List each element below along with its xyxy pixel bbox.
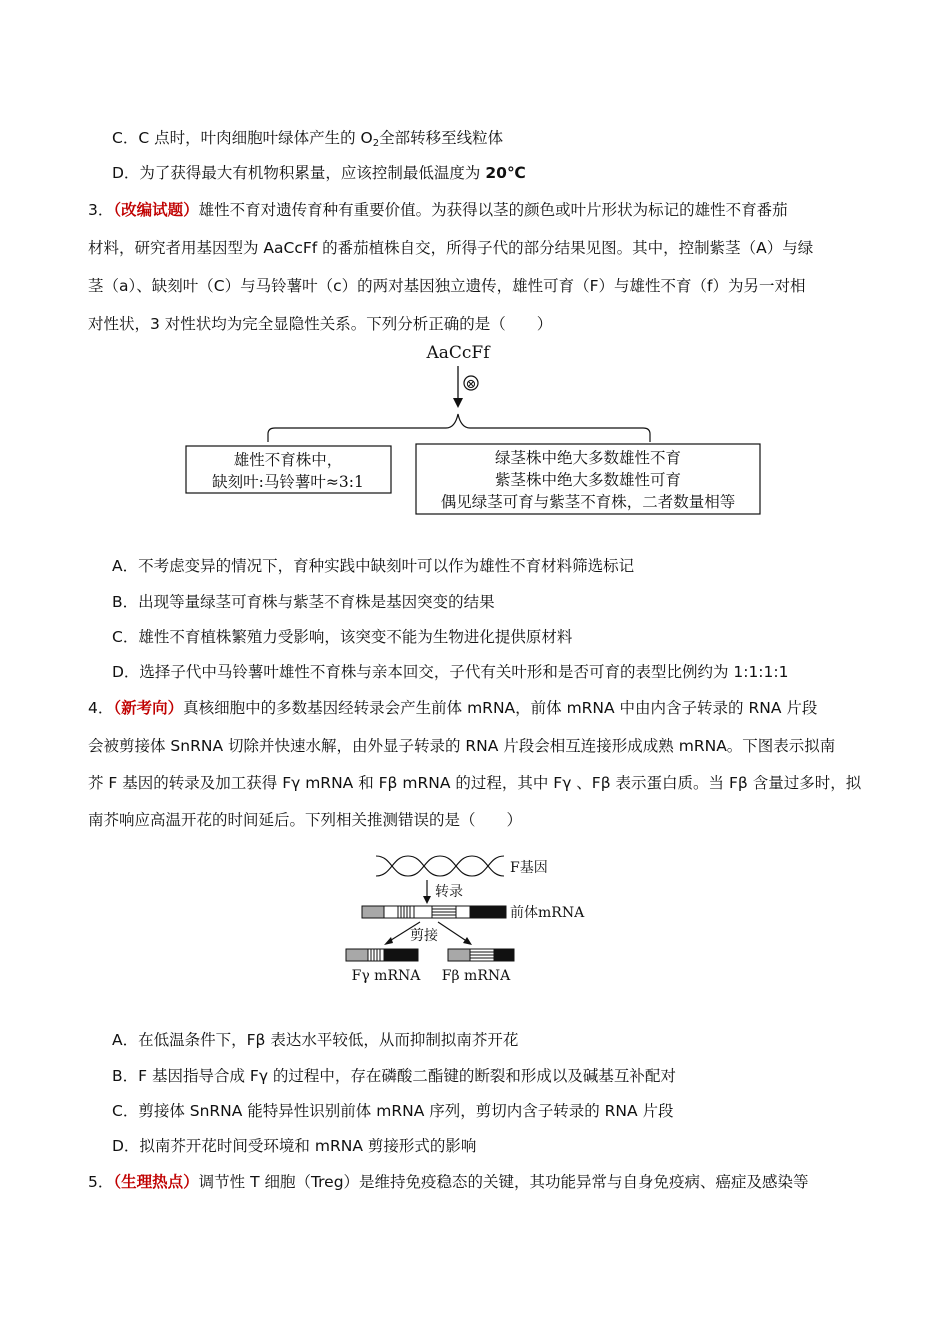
svg-text:缺刻叶:马铃薯叶≈3:1: 缺刻叶:马铃薯叶≈3:1: [212, 473, 364, 491]
q4-option-c: C．剪接体 SnRNA 能特异性识别前体 mRNA 序列，剪切内含子转录的 RNA 片段: [112, 1102, 674, 1120]
svg-text:偶见绿茎可育与紫茎不育株，二者数量相等: 偶见绿茎可育与紫茎不育株，二者数量相等: [440, 493, 736, 511]
fbeta-mrna-bar: [448, 949, 514, 961]
selfing-symbol: ⊗: [465, 377, 477, 392]
q4-stem-line1: 4．（新考向）真核细胞中的多数基因经转录会产生前体 mRNA，前体 mRNA 中由内含子转录的 RNA 片段: [88, 699, 818, 717]
q3-cross-diagram: [180, 338, 770, 523]
q3-stem-line1: 3．（改编试题）雄性不育对遗传育种有重要价值。为获得以茎的颜色或叶片形状为标记的雄性不育番茄: [88, 201, 788, 219]
svg-text:雄性不育株中，: 雄性不育株中，: [233, 451, 343, 469]
q4-option-d: D．拟南芥开花时间受环境和 mRNA 剪接形式的影响: [112, 1137, 477, 1155]
q4-stem-line3: 芥 F 基因的转录及加工获得 Fγ mRNA 和 Fβ mRNA 的过程，其中 Fγ 、Fβ 表示蛋白质。当 Fβ 含量过多时，拟: [88, 774, 862, 792]
f-gene-label: F基因: [510, 860, 548, 876]
q5-stem-line1: 5．（生理热点）调节性 T 细胞（Treg）是维持免疫稳态的关键，其功能异常与自身免疫病、癌症及感染等: [88, 1173, 809, 1191]
pre-mrna-label: 前体mRNA: [510, 905, 585, 921]
q2-option-c: C．C 点时，叶肉细胞叶绿体产生的 $O_2$全部转移至线粒体: [112, 129, 504, 149]
q4-option-b: B．F 基因指导合成 Fγ 的过程中，存在磷酸二酯键的断裂和形成以及碱基互补配对: [112, 1067, 676, 1085]
fgamma-label: Fγ mRNA: [351, 968, 421, 984]
splicing-label: 剪接: [410, 928, 438, 944]
fbeta-label: Fβ mRNA: [441, 968, 511, 984]
q4-stem-line4: 南芥响应高温开花的时间延后。下列相关推测错误的是（ ）: [88, 811, 523, 829]
pre-mrna-bar: [362, 906, 506, 918]
q4-splicing-diagram: [340, 848, 610, 988]
q3-option-a: A．不考虑变异的情况下，育种实践中缺刻叶可以作为雄性不育材料筛选标记: [112, 557, 635, 575]
q3-option-b: B．出现等量绿茎可育株与紫茎不育株是基因突变的结果: [112, 593, 495, 611]
q3-option-d: D．选择子代中马铃薯叶雄性不育株与亲本回交，子代有关叶形和是否可育的表型比例约为 1:1:1:1: [112, 663, 789, 681]
q2-option-d: D．为了获得最大有机物积累量，应该控制最低温度为 20℃: [112, 164, 526, 182]
q3-stem-line4: 对性状，3 对性状均为完全显隐性关系。下列分析正确的是（ ）: [88, 315, 553, 333]
q3-stem-line2: 材料，研究者用基因型为 AaCcFf 的番茄植株自交，所得子代的部分结果见图。其中，控制紫茎（A）与绿: [88, 239, 814, 257]
q4-option-a: A．在低温条件下，Fβ 表达水平较低，从而抑制拟南芥开花: [112, 1031, 519, 1049]
transcription-label: 转录: [435, 884, 463, 900]
fgamma-mrna-bar: [346, 949, 418, 961]
svg-text:绿茎株中绝大多数雄性不育: 绿茎株中绝大多数雄性不育: [494, 449, 682, 467]
q4-stem-line2: 会被剪接体 SnRNA 切除并快速水解，由外显子转录的 RNA 片段会相互连接形成成熟 mRNA。下图表示拟南: [88, 737, 836, 755]
q3-stem-line3: 茎（a）、缺刻叶（C）与马铃薯叶（c）的两对基因独立遗传，雄性可育（F）与雄性不育（f）为另一对相: [88, 277, 806, 295]
parent-genotype: AaCcFf: [426, 343, 490, 363]
svg-text:紫茎株中绝大多数雄性可育: 紫茎株中绝大多数雄性可育: [494, 471, 682, 489]
q3-option-c: C．雄性不育植株繁殖力受影响，该突变不能为生物进化提供原材料: [112, 628, 573, 646]
